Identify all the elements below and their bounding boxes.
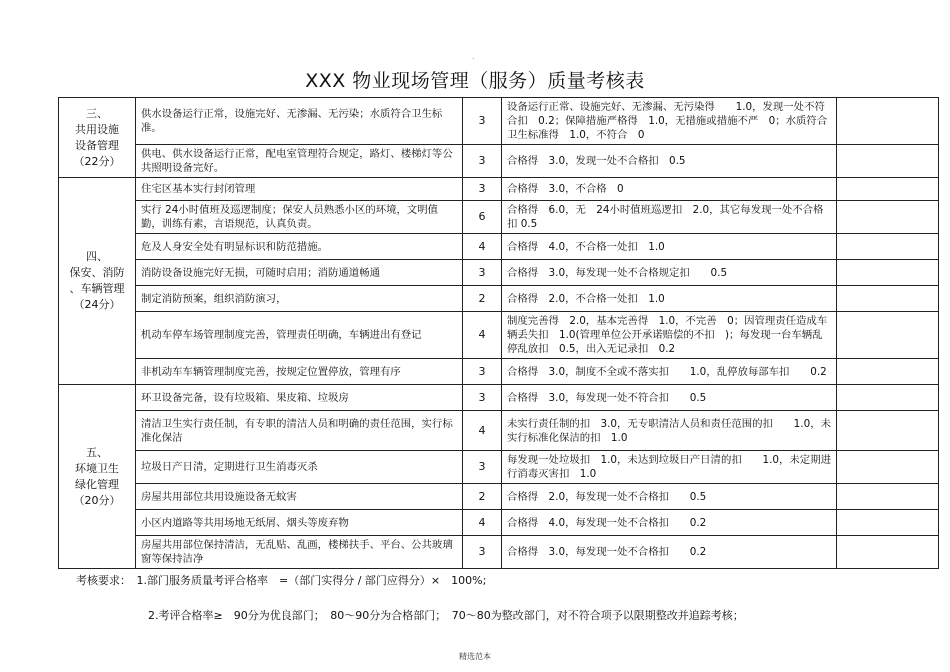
section-label-line: 共用设施 <box>75 122 119 136</box>
criteria-cell: 合格得 6.0，无 24小时值班巡逻扣 2.0，其它每发现一处不合格扣 0.5 <box>502 201 837 234</box>
page-mark: . <box>472 52 475 61</box>
score-cell: 4 <box>463 411 502 451</box>
table-row <box>59 536 939 569</box>
table-row <box>59 178 939 201</box>
score-cell: 6 <box>463 201 502 234</box>
standard-cell: 供水设备运行正常，设施完好、无渗漏、无污染；水质符合卫生标准。 <box>136 98 463 145</box>
section-label <box>59 98 136 178</box>
score-cell: 2 <box>463 484 502 510</box>
criteria-cell: 制度完善得 2.0，基本完善得 1.0，不完善 0；因管理责任造成车辆丢失扣 1.0(管理单位公开承诺赔偿的不扣 )；每发现一台车辆乱停乱放扣 0.5，出入无记录扣 0.2 <box>502 312 837 359</box>
standard-cell: 实行 24小时值班及巡逻制度；保安人员熟悉小区的环境，文明值勤，训练有素，言语规范，认真负责。 <box>136 201 463 234</box>
score-cell: 3 <box>463 385 502 411</box>
actual-score-cell <box>837 385 939 411</box>
table-row <box>59 451 939 484</box>
score-cell: 4 <box>463 510 502 536</box>
standard-cell: 消防设备设施完好无损，可随时启用；消防通道畅通 <box>136 260 463 286</box>
actual-score-cell <box>837 234 939 260</box>
table-row <box>59 98 939 145</box>
criteria-cell: 合格得 3.0，发现一处不合格扣 0.5 <box>502 145 837 178</box>
section-label <box>59 385 136 569</box>
standard-cell: 房屋共用部位保持清洁，无乱贴、乱画，楼梯扶手、平台、公共玻璃窗等保持洁净 <box>136 536 463 569</box>
score-cell: 4 <box>463 234 502 260</box>
criteria-cell: 合格得 4.0，每发现一处不合格扣 0.2 <box>502 510 837 536</box>
actual-score-cell <box>837 411 939 451</box>
section-label-line: 环境卫生 <box>75 461 119 475</box>
section-label-line: 五、 <box>86 445 108 459</box>
criteria-cell: 合格得 2.0，每发现一处不合格扣 0.5 <box>502 484 837 510</box>
assessment-table <box>58 97 939 569</box>
standard-cell: 非机动车车辆管理制度完善，按规定位置停放，管理有序 <box>136 359 463 385</box>
section-label-line: （22分） <box>73 154 121 168</box>
section-label-line: 三、 <box>86 106 108 120</box>
criteria-cell: 合格得 3.0，制度不全或不落实扣 1.0，乱停放每部车扣 0.2 <box>502 359 837 385</box>
section-label-line: 、车辆管理 <box>69 282 125 295</box>
section-label-line: 保安、消防 <box>69 266 125 279</box>
page-title: XXX 物业现场管理（服务）质量考核表 <box>305 70 645 92</box>
criteria-cell: 每发现一处垃圾扣 1.0，未达到垃圾日产日清的扣 1.0，未定期进行消毒灭害扣 1.0 <box>502 451 837 484</box>
actual-score-cell <box>837 484 939 510</box>
section-label <box>59 178 136 385</box>
actual-score-cell <box>837 359 939 385</box>
table-row <box>59 484 939 510</box>
table-row <box>59 260 939 286</box>
table-row <box>59 385 939 411</box>
criteria-cell: 未实行责任制的扣 3.0，无专职清洁人员和责任范围的扣 1.0，未实行标准化保洁的扣 1.0 <box>502 411 837 451</box>
criteria-cell: 合格得 2.0，不合格一处扣 1.0 <box>502 286 837 312</box>
criteria-cell: 合格得 3.0，不合格 0 <box>502 178 837 201</box>
score-cell: 3 <box>463 536 502 569</box>
table-row <box>59 201 939 234</box>
criteria-cell: 设备运行正常、设施完好、无渗漏、无污染得 1.0，发现一处不符合扣 0.2；保障措施严格得 1.0，无措施或措施不严 0；水质符合卫生标准得 1.0，不符合 0 <box>502 98 837 145</box>
standard-cell: 住宅区基本实行封闭管理 <box>136 178 463 201</box>
page-footer: 精选范本 <box>459 652 491 661</box>
standard-cell: 危及人身安全处有明显标识和防范措施。 <box>136 234 463 260</box>
actual-score-cell <box>837 178 939 201</box>
score-cell: 4 <box>463 312 502 359</box>
table-row <box>59 411 939 451</box>
criteria-cell: 合格得 3.0，每发现一处不合格扣 0.2 <box>502 536 837 569</box>
standard-cell: 房屋共用部位共用设施设备无蚊害 <box>136 484 463 510</box>
actual-score-cell <box>837 312 939 359</box>
section-label-line: （24分） <box>73 298 121 311</box>
table-row <box>59 286 939 312</box>
standard-cell: 机动车停车场管理制度完善，管理责任明确，车辆进出有登记 <box>136 312 463 359</box>
score-cell: 3 <box>463 260 502 286</box>
criteria-cell: 合格得 4.0，不合格一处扣 1.0 <box>502 234 837 260</box>
table-row <box>59 510 939 536</box>
criteria-cell: 合格得 3.0，每发现一处不符合扣 0.5 <box>502 385 837 411</box>
actual-score-cell <box>837 98 939 145</box>
actual-score-cell <box>837 201 939 234</box>
criteria-cell: 合格得 3.0，每发现一处不合格规定扣 0.5 <box>502 260 837 286</box>
score-cell: 3 <box>463 178 502 201</box>
table-row <box>59 359 939 385</box>
actual-score-cell <box>837 451 939 484</box>
section-label-line: （20分） <box>73 493 121 507</box>
score-cell: 2 <box>463 286 502 312</box>
table-row <box>59 145 939 178</box>
standard-cell: 制定消防预案，组织消防演习， <box>136 286 463 312</box>
actual-score-cell <box>837 145 939 178</box>
actual-score-cell <box>837 510 939 536</box>
actual-score-cell <box>837 536 939 569</box>
score-cell: 3 <box>463 359 502 385</box>
assessment-requirement-2: 2.考评合格率≥ 90分为优良部门； 80～90分为合格部门； 70～80为整改部门，对不符合项予以限期整改并追踪考核； <box>148 609 744 622</box>
actual-score-cell <box>837 260 939 286</box>
standard-cell: 清洁卫生实行责任制，有专职的清洁人员和明确的责任范围，实行标准化保洁 <box>136 411 463 451</box>
table-row <box>59 234 939 260</box>
standard-cell: 环卫设备完备，设有垃圾箱、果皮箱、垃圾房 <box>136 385 463 411</box>
standard-cell: 垃圾日产日清，定期进行卫生消毒灭杀 <box>136 451 463 484</box>
score-cell: 3 <box>463 451 502 484</box>
table-row <box>59 312 939 359</box>
score-cell: 3 <box>463 145 502 178</box>
section-label-line: 四、 <box>86 250 108 263</box>
standard-cell: 小区内道路等共用场地无纸屑、烟头等废弃物 <box>136 510 463 536</box>
assessment-requirement-1: 考核要求： 1.部门服务质量考评合格率 =（部门实得分 / 部门应得分）× 100%; <box>76 574 487 587</box>
section-label-line: 设备管理 <box>75 138 119 152</box>
score-cell: 3 <box>463 98 502 145</box>
section-label-line: 绿化管理 <box>75 477 119 491</box>
actual-score-cell <box>837 286 939 312</box>
standard-cell: 供电、供水设备运行正常，配电室管理符合规定，路灯、楼梯灯等公共照明设备完好。 <box>136 145 463 178</box>
